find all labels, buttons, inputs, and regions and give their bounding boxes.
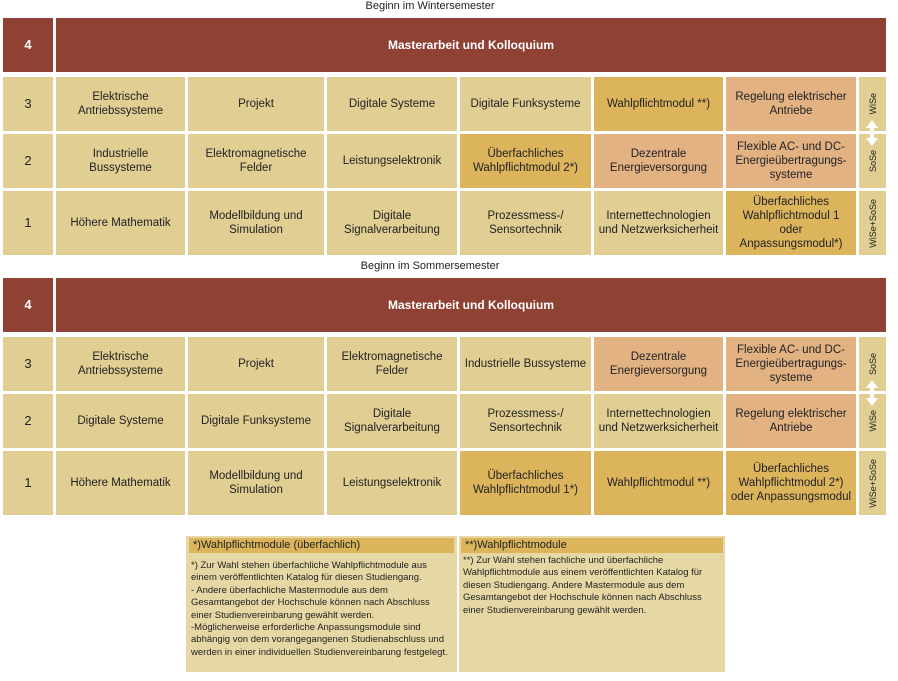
winter-side-label: SoSe: [867, 149, 878, 173]
summer-semester-1: 1: [3, 451, 53, 515]
summer-module: Dezentrale Energieversorgung: [594, 337, 723, 391]
summer-module: Digitale Signalverarbeitung: [327, 394, 457, 448]
winter-module: Dezentrale Energieversorgung: [594, 134, 723, 188]
winter-module: Industrielle Bussysteme: [56, 134, 185, 188]
summer-module: Industrielle Bussysteme: [460, 337, 591, 391]
winter-module: Regelung elektrischer Antriebe: [726, 77, 856, 131]
winter-module-elective: Überfachliches Wahlpflichtmodul 2*): [460, 134, 591, 188]
winter-module: Projekt: [188, 77, 324, 131]
summer-side-label: WiSe: [867, 410, 878, 432]
summer-module: Flexible AC- und DC-Energieübertragungs-systeme: [726, 337, 856, 391]
winter-module: Elektrische Antriebssysteme: [56, 77, 185, 131]
summer-side-label: WiSe+SoSe: [867, 458, 878, 508]
winter-module: Internettechnologien und Netzwerksicherheit: [594, 191, 723, 255]
summer-module-elective: Überfachliches Wahlpflichtmodul 1*): [460, 451, 591, 515]
winter-module: Elektromagnetische Felder: [188, 134, 324, 188]
winter-module: Digitale Signalverarbeitung: [327, 191, 457, 255]
swap-arrow-icon: [865, 380, 879, 406]
summer-module: Elektrische Antriebssysteme: [56, 337, 185, 391]
winter-caption: Beginn im Wintersemester: [365, 0, 495, 12]
legend-right-title: **)Wahlpflichtmodule: [461, 538, 723, 553]
swap-arrow-icon: [865, 120, 879, 146]
winter-module: Leistungselektronik: [327, 134, 457, 188]
summer-module: Internettechnologien und Netzwerksicherheit: [594, 394, 723, 448]
summer-module: Leistungselektronik: [327, 451, 457, 515]
legend-left-title: *)Wahlpflichtmodule (überfachlich): [189, 538, 454, 553]
summer-module-elective: Überfachliches Wahlpflichtmodul 2*) oder Anpassungsmodul: [726, 451, 856, 515]
summer-side-sem1: [859, 451, 886, 515]
summer-side-label: SoSe: [867, 352, 878, 376]
winter-semester-1: 1: [3, 191, 53, 255]
legend-left-text: *) Zur Wahl stehen überfachliche Wahlpflichtmodule aus einem veröffentlichten Katalog für diesen Studiengang. - Andere überfachliche Mastermodule aus dem Gesamtangebot der Hochschule können nach Abschluss einer Studienvereinbarung gewählt werden. -Möglicherweise erforderliche Anpassungsmodule sind abhängig von dem vorangegangenen Studienabschluss und werden in einer individuellen Studienvereinbarung festgelegt.: [191, 560, 448, 658]
winter-module-elective: Überfachliches Wahlpflichtmodul 1 oder Anpassungsmodul*): [726, 191, 856, 255]
summer-module: Höhere Mathematik: [56, 451, 185, 515]
summer-module: Digitale Funksysteme: [188, 394, 324, 448]
summer-module: Regelung elektrischer Antriebe: [726, 394, 856, 448]
summer-module: Elektromagnetische Felder: [327, 337, 457, 391]
winter-module: Digitale Systeme: [327, 77, 457, 131]
winter-semester-2: 2: [3, 134, 53, 188]
winter-semester-3: 3: [3, 77, 53, 131]
winter-thesis: Masterarbeit und Kolloquium: [56, 18, 886, 72]
summer-module: Projekt: [188, 337, 324, 391]
summer-semester-3: 3: [3, 337, 53, 391]
summer-semester-4: 4: [3, 278, 53, 332]
winter-module: Digitale Funksysteme: [460, 77, 591, 131]
summer-thesis: Masterarbeit und Kolloquium: [56, 278, 886, 332]
summer-module: Digitale Systeme: [56, 394, 185, 448]
winter-module: Modellbildung und Simulation: [188, 191, 324, 255]
winter-module: Höhere Mathematik: [56, 191, 185, 255]
summer-module-elective: Wahlpflichtmodul **): [594, 451, 723, 515]
summer-caption: Beginn im Sommersemester: [360, 260, 500, 272]
winter-semester-4: 4: [3, 18, 53, 72]
summer-module: Prozessmess-/ Sensortechnik: [460, 394, 591, 448]
summer-semester-2: 2: [3, 394, 53, 448]
winter-side-label: WiSe+SoSe: [867, 198, 878, 248]
summer-module: Modellbildung und Simulation: [188, 451, 324, 515]
winter-side-sem1: [859, 191, 886, 255]
winter-module: Flexible AC- und DC-Energieübertragungs-systeme: [726, 134, 856, 188]
winter-side-label: WiSe: [867, 93, 878, 115]
winter-module-elective: Wahlpflichtmodul **): [594, 77, 723, 131]
winter-module: Prozessmess-/ Sensortechnik: [460, 191, 591, 255]
legend-right-text: **) Zur Wahl stehen fachliche und überfachliche Wahlpflichtmodule aus einem veröffentlichten Katalog für diesen Studiengang. Andere Mastermodule aus dem Gesamtangebot der Hochschule können nach Abschluss einer Studienvereinbarung gewählt werden.: [463, 555, 703, 616]
